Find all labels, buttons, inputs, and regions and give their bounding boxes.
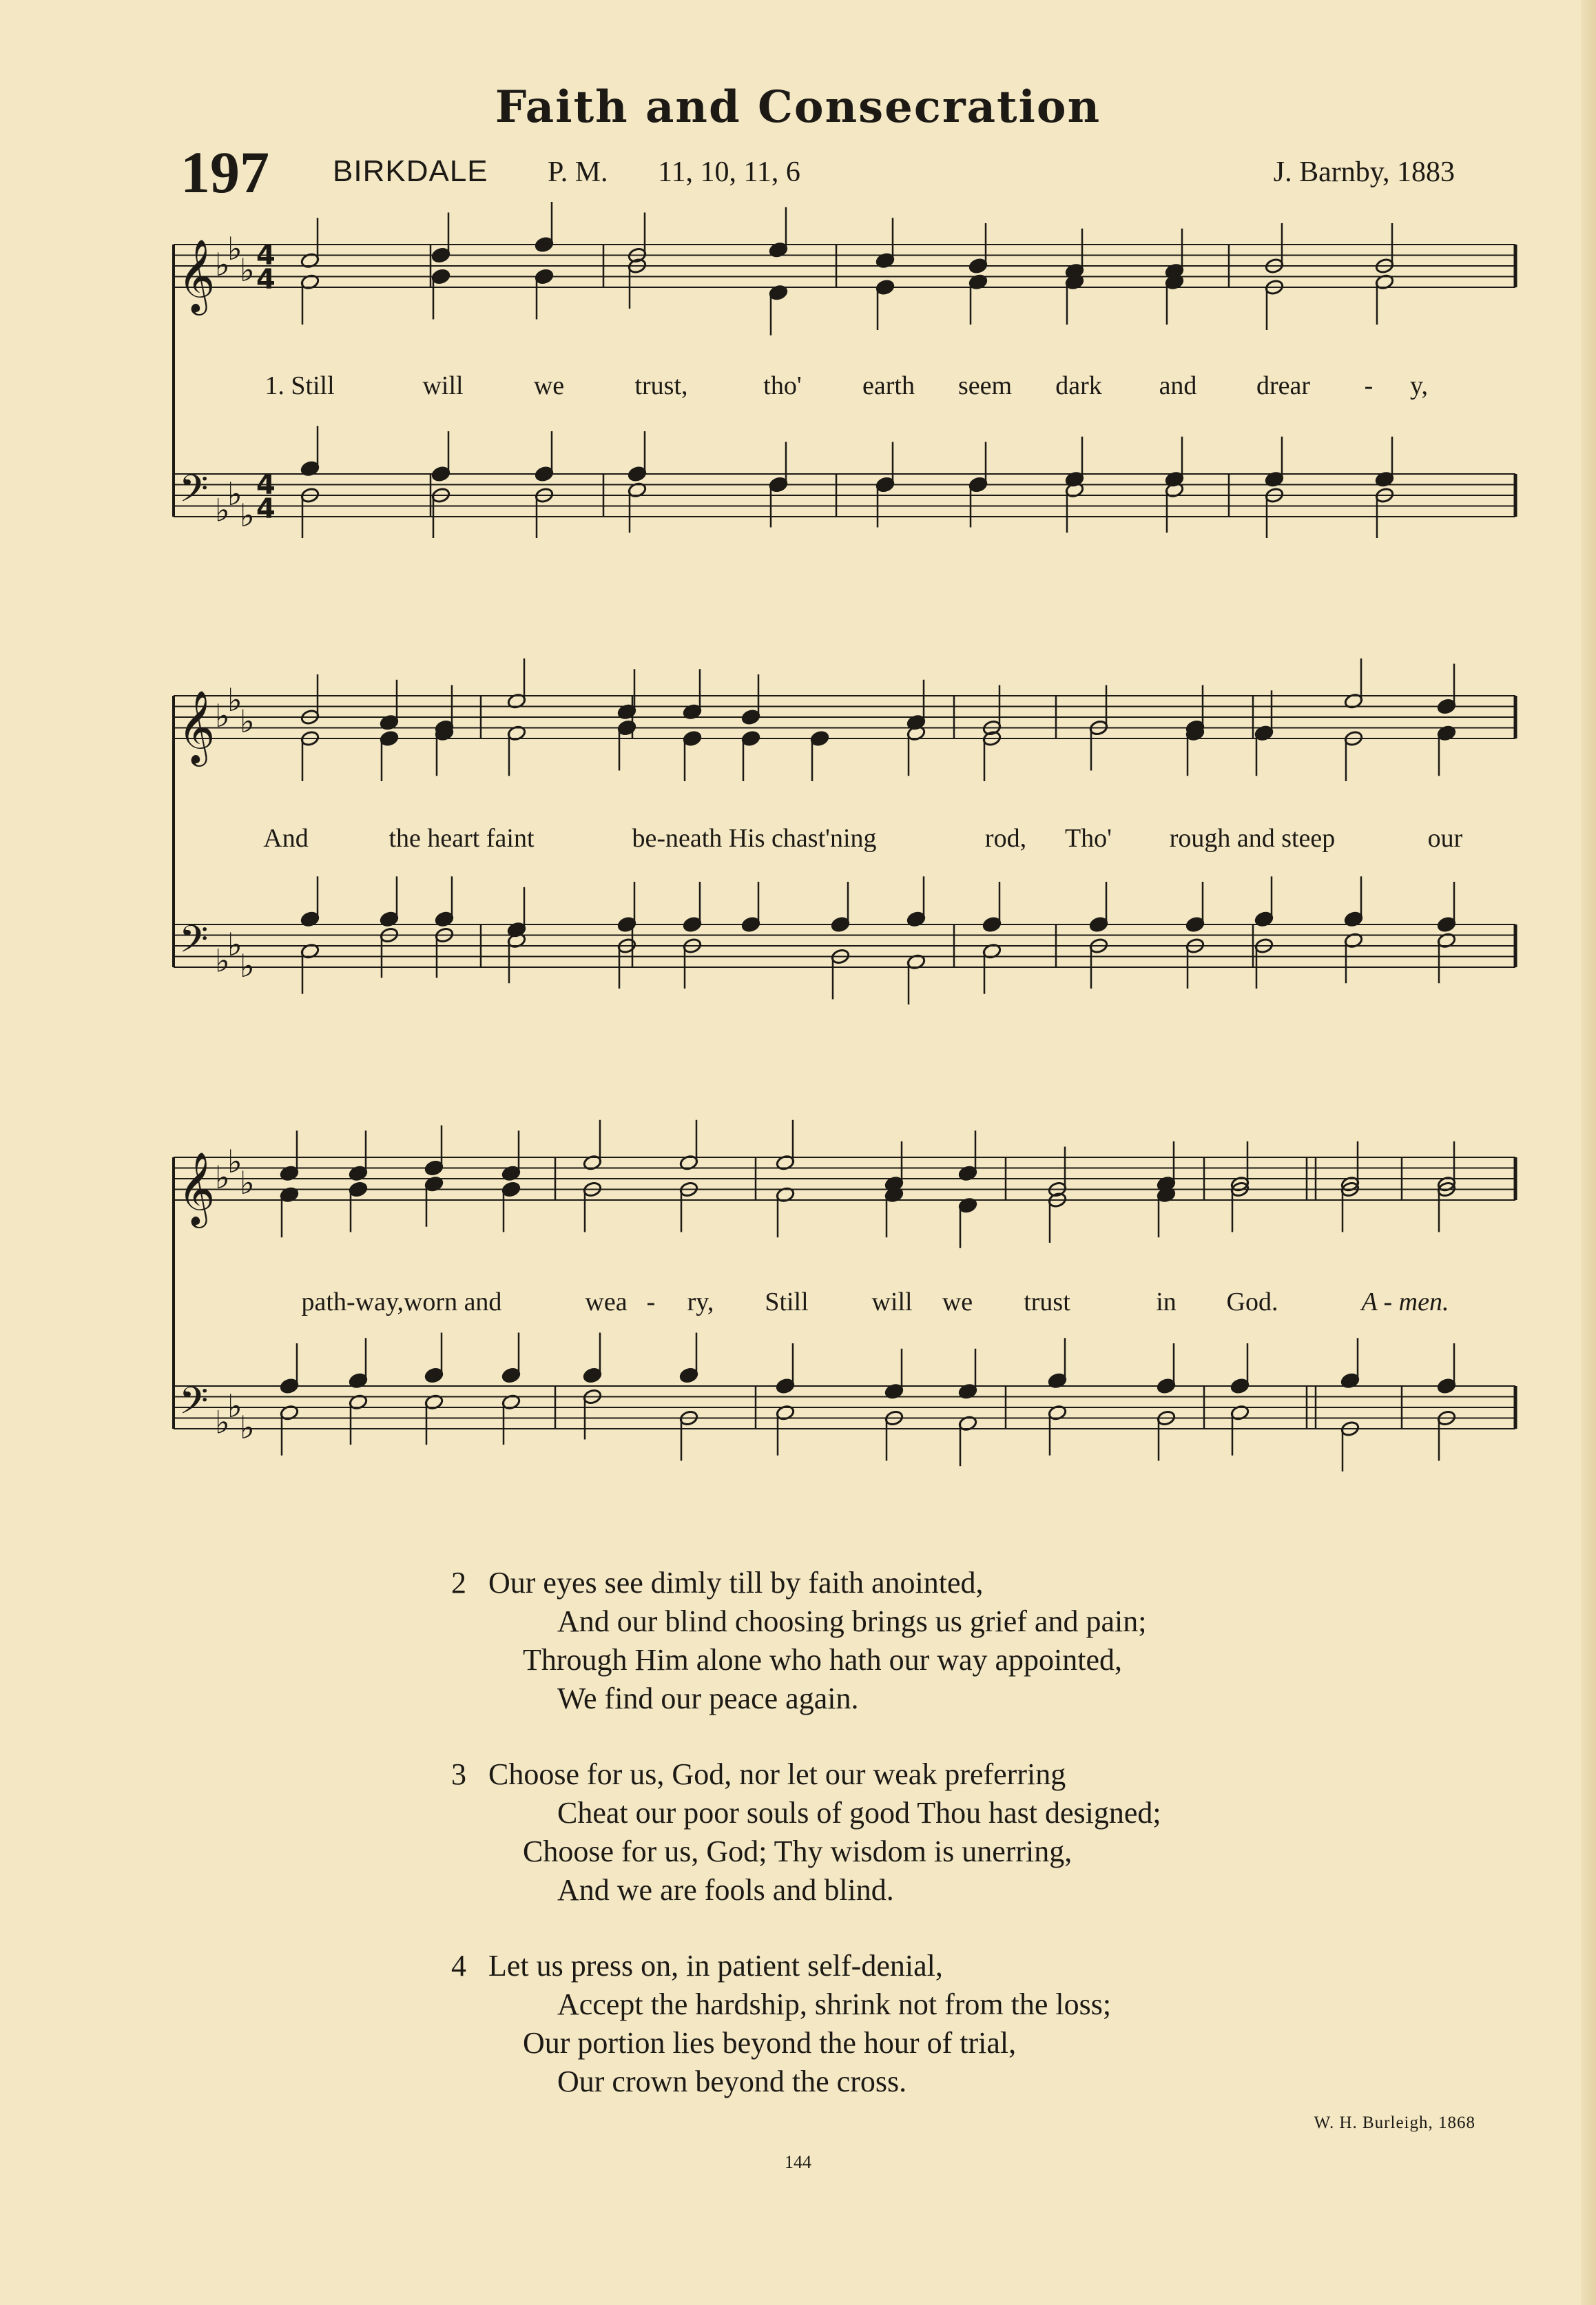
lyric-word: dark <box>1055 371 1102 400</box>
flat-icon: ♭ <box>215 697 230 734</box>
flat-icon: ♭ <box>240 1409 255 1446</box>
additional-verses <box>451 1564 1161 2138</box>
lyric-word: tho' <box>763 371 802 400</box>
verse-line: Choose for us, God, nor let our weak preferring <box>488 1757 1066 1791</box>
verse-line: Our eyes see dimly till by faith anointed, <box>488 1566 984 1600</box>
lyric-word: trust <box>1024 1288 1070 1316</box>
section-heading: Faith and Consecration <box>495 81 1101 133</box>
verse-line: Through Him alone who hath our way appointed, <box>523 1643 1123 1677</box>
lyric-word: 1. Still <box>265 371 335 400</box>
flat-icon: ♭ <box>215 1403 230 1441</box>
time-signature-bottom: 4 <box>256 493 276 525</box>
lyric-word: And <box>263 824 309 853</box>
page-number: 144 <box>785 2152 811 2172</box>
lyric-word: the heart faint <box>388 824 535 853</box>
flat-icon: ♭ <box>240 497 255 534</box>
lyric-word: Still <box>765 1288 809 1316</box>
verse-3 <box>451 1755 1161 1910</box>
lyric-word: we <box>942 1288 973 1316</box>
lyric-word: our <box>1427 824 1463 853</box>
lyric-word: - <box>1364 371 1374 400</box>
lyric-word: y, <box>1409 371 1429 400</box>
verse-line: Choose for us, God; Thy wisdom is unerring, <box>523 1834 1072 1868</box>
bass-clef-icon: 𝄢 <box>179 466 209 520</box>
flat-icon: ♭ <box>240 1164 255 1201</box>
flat-icon: ♭ <box>215 942 230 980</box>
flat-icon: ♭ <box>240 702 255 740</box>
composer-credit: J. Barnby, 1883 <box>1273 156 1455 188</box>
flat-icon: ♭ <box>227 926 242 963</box>
verse-number: 4 <box>451 1949 466 1983</box>
lyric-word: Tho' <box>1064 824 1112 853</box>
verse-line: Accept the hardship, shrink not from the loss; <box>557 1987 1112 2021</box>
verse-4 <box>451 1947 1161 2101</box>
time-signature-bottom: 4 <box>256 264 276 296</box>
lyric-word: wea <box>585 1288 628 1316</box>
lyric-word: seem <box>957 371 1013 400</box>
verse-line: We find our peace again. <box>557 1682 859 1715</box>
lyric-word: will <box>871 1288 913 1316</box>
verse-line: And we are fools and blind. <box>557 1873 894 1907</box>
author-credit: W. H. Burleigh, 1868 <box>1314 2113 1475 2132</box>
flat-icon: ♭ <box>215 246 230 283</box>
lyric-word: - <box>646 1288 656 1316</box>
lyric-word: in <box>1156 1288 1177 1316</box>
time-signature-top: 4 <box>256 469 276 501</box>
verse-line: Our crown beyond the cross. <box>557 2065 907 2098</box>
treble-clef-icon: 𝄞 <box>178 690 216 763</box>
lyric-word: we <box>533 371 565 400</box>
time-signature-top: 4 <box>256 240 276 271</box>
lyric-word: earth <box>862 371 915 400</box>
bass-clef-icon: 𝄢 <box>179 1378 209 1432</box>
lyric-word: ry, <box>687 1288 714 1316</box>
lyric-word: drear <box>1256 371 1311 400</box>
lyric-word: God. <box>1226 1288 1278 1316</box>
flat-icon: ♭ <box>215 1159 230 1196</box>
verse-line: And our blind choosing brings us grief and pain; <box>557 1604 1147 1638</box>
lyric-word: rough and steep <box>1169 824 1336 853</box>
lyric-word: be-neath His chast'ning <box>632 824 877 853</box>
hymn-number: 197 <box>180 139 269 205</box>
verse-line: Our portion lies beyond the hour of trial, <box>523 2026 1017 2060</box>
flat-icon: ♭ <box>227 475 242 513</box>
verse-line: Let us press on, in patient self-denial, <box>488 1949 943 1983</box>
lyric-word: path-way,worn and <box>301 1288 502 1316</box>
treble-clef-icon: 𝄞 <box>178 238 216 312</box>
bass-clef-icon: 𝄢 <box>179 917 209 971</box>
flat-icon: ♭ <box>227 1142 242 1180</box>
lyric-word-amen: A - men. <box>1361 1288 1449 1316</box>
verse-line: Cheat our poor souls of good Thou hast designed; <box>557 1796 1161 1830</box>
flat-icon: ♭ <box>215 491 230 529</box>
lyric-word: will <box>422 371 464 400</box>
treble-clef-icon: 𝄞 <box>178 1151 216 1225</box>
flat-icon: ♭ <box>227 681 242 719</box>
lyric-word: trust, <box>634 371 688 400</box>
lyric-word: rod, <box>984 824 1027 853</box>
flat-icon: ♭ <box>240 947 255 984</box>
flat-icon: ♭ <box>227 229 242 267</box>
tune-name: BIRKDALE <box>333 154 488 188</box>
lyric-word: and <box>1159 371 1197 400</box>
meter-numbers: 11, 10, 11, 6 <box>658 156 800 188</box>
verse-2 <box>451 1564 1161 1718</box>
flat-icon: ♭ <box>227 1387 242 1425</box>
verse-number: 3 <box>451 1757 466 1791</box>
flat-icon: ♭ <box>240 251 255 289</box>
meter-label: P. M. <box>548 156 608 188</box>
verse-number: 2 <box>451 1566 466 1600</box>
